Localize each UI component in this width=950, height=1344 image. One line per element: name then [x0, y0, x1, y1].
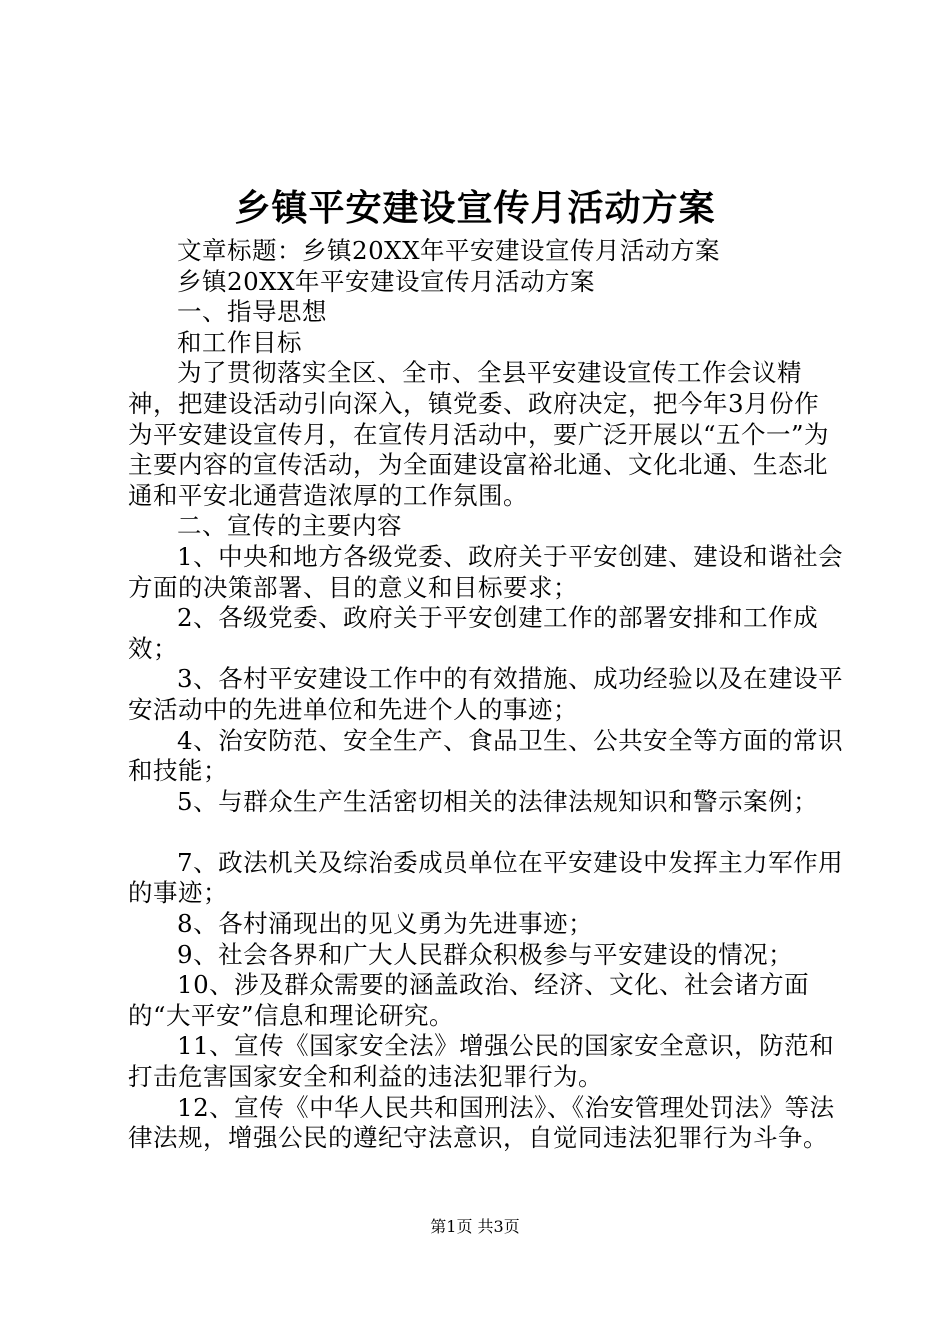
- paragraph-item-9: 9、社会各界和广大人民群众积极参与平安建设的情况；: [177, 939, 794, 969]
- paragraph-section-1-heading-cont: 和工作目标: [177, 327, 302, 357]
- paragraph-item-2: 2、各级党委、政府关于平安创建工作的部署安排和工作成效；: [128, 603, 819, 663]
- paragraph-item-7: 7、政法机关及综治委成员单位在平安建设中发挥主力军作用的事迹；: [128, 847, 844, 908]
- paragraph-item-12: 12、宣传《中华人民共和国刑法》、《治安管理处罚法》等法律法规，增强公民的遵纪守法意识，自觉同违法犯罪行为斗争。: [128, 1092, 835, 1153]
- document-body: [128, 236, 844, 1154]
- paragraph-item-3: 3、各村平安建设工作中的有效措施、成功经验以及在建设平安活动中的先进单位和先进个人的事迹；: [128, 664, 844, 724]
- paragraph-section-1-heading: 一、指导思想: [177, 297, 327, 327]
- paragraph-guiding-text: 为了贯彻落实全区、全市、全县平安建设宣传工作会议精神，把建设活动引向深入，镇党委、政府决定，把今年3月份作为平安建设宣传月，在宣传月活动中，要广泛开展以“五个一”为主要内容的宣传活动，为全面建设富裕北通、文化北通、生态北通和平安北通营造浓厚的工作氛围。: [128, 358, 830, 510]
- paragraph-item-5: 5、与群众生产生活密切相关的法律法规知识和警示案例；: [177, 786, 819, 816]
- paragraph-subtitle: 乡镇20XX年平安建设宣传月活动方案: [177, 266, 596, 296]
- document-title: 乡镇平安建设宣传月活动方案: [234, 187, 716, 229]
- paragraph-section-2-heading: 二、宣传的主要内容: [177, 511, 402, 541]
- paragraph-article-title: 文章标题：乡镇20XX年平安建设宣传月活动方案: [177, 236, 721, 265]
- paragraph-item-8: 8、各村涌现出的见义勇为先进事迹；: [177, 909, 594, 939]
- paragraph-item-10: 10、涉及群众需要的涵盖政治、经济、文化、社会诸方面的“大平安”信息和理论研究。: [128, 970, 810, 1030]
- paragraph-item-11: 11、宣传《国家安全法》增强公民的国家安全意识，防范和打击危害国家安全和利益的违法犯罪行为。: [128, 1031, 835, 1092]
- page-footer: 第1页 共3页: [430, 1217, 520, 1236]
- paragraph-item-1: 1、中央和地方各级党委、政府关于平安创建、建设和谐社会方面的决策部署、目的意义和目标要求；: [128, 541, 844, 602]
- paragraph-item-4: 4、治安防范、安全生产、食品卫生、公共安全等方面的常识和技能；: [128, 725, 844, 786]
- paragraph-blank: [128, 817, 844, 848]
